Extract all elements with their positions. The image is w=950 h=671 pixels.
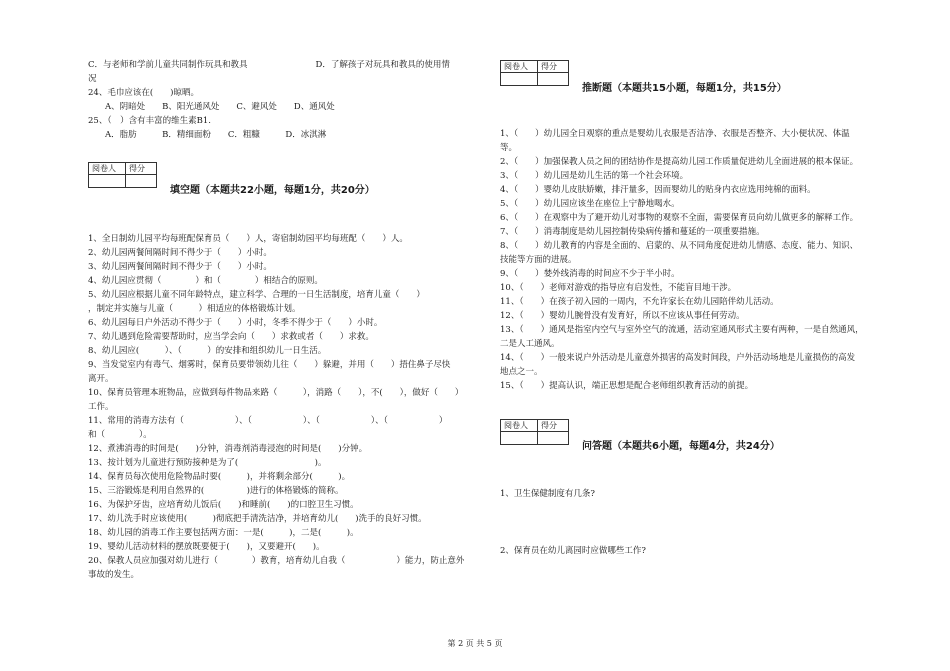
mc-line: 况 bbox=[88, 74, 97, 84]
judge-line: 2、（ ）加强保教人员之间的团结协作是提高幼儿园工作质量促进幼儿全面进展的根本保证。 bbox=[500, 157, 859, 167]
judge-line: 二是人工通风。 bbox=[500, 339, 560, 349]
score-cell bbox=[538, 73, 569, 86]
judge-line: 1、（ ）幼儿园全日观察的重点是婴幼儿衣服是否洁净、衣服是否整齐、大小便状况、体温 bbox=[500, 129, 850, 139]
fill-line: 3、幼儿园两餐间隔时间不得少于（ ）小时。 bbox=[88, 262, 272, 272]
judge-line: 8、（ ）幼儿教育的内容是全面的、启蒙的、从不同角度促进幼儿情感、态度、能力、知识、 bbox=[500, 241, 859, 251]
section-title-judge: 推断题（本题共15小题，每题1分，共15分） bbox=[582, 83, 787, 94]
fill-line: 和（ ）。 bbox=[88, 430, 152, 440]
fill-line: 15、三浴锻炼是利用自然界的( )进行的体格锻炼的简称。 bbox=[88, 486, 344, 496]
reviewer-cell bbox=[501, 432, 538, 445]
fill-line: 离开。 bbox=[88, 374, 114, 384]
score-box bbox=[88, 162, 157, 188]
judge-line: 等。 bbox=[500, 143, 518, 153]
reviewer-label: 阅卷人 bbox=[89, 163, 126, 175]
mc-line: 25、（ ）含有丰富的维生素B1. bbox=[88, 116, 211, 126]
mc-line: A、阴暗处 B、阳光通风处 C、避风处 D、通风处 bbox=[88, 102, 335, 112]
judge-line: 4、（ ）婴幼儿皮肤娇嫩，排汗量多，因而婴幼儿的贴身内衣应选用纯棉的面料。 bbox=[500, 185, 816, 195]
reviewer-cell bbox=[89, 175, 126, 188]
judge-line: 6、（ ）在观察中为了避开幼儿对事物的观察不全面，需要保育员向幼儿做更多的解释工作。 bbox=[500, 213, 859, 223]
fill-line: ，制定并实施与儿童（ ）相适应的体格锻炼计划。 bbox=[88, 304, 301, 314]
score-cell bbox=[538, 432, 569, 445]
qa-question: 2、保育员在幼儿离园时应做哪些工作? bbox=[500, 546, 646, 556]
score-cell bbox=[126, 175, 157, 188]
fill-line: 16、为保护牙齿，应培育幼儿饭后( )和睡前( )的口腔卫生习惯。 bbox=[88, 500, 359, 510]
section-title-fill: 填空题（本题共22小题，每题1分，共20分） bbox=[170, 185, 375, 196]
judge-line: 13、（ ）通风是指室内空气与室外空气的流通，活动室通风形式主要有两种，一是自然通风， bbox=[500, 325, 864, 335]
score-label: 得分 bbox=[538, 420, 569, 432]
fill-line: 1、全日制幼儿园平均每班配保育员（ ）人，寄宿制幼园平均每班配（ ）人。 bbox=[88, 234, 408, 244]
fill-line: 11、常用的消毒方法有（ ）、（ ）、（ ）、（ ） bbox=[88, 416, 448, 426]
mc-line: A．脂肪 B．精细面粉 C．粗糠 D．冰淇淋 bbox=[88, 130, 327, 140]
reviewer-label: 阅卷人 bbox=[501, 61, 538, 73]
fill-line: 19、婴幼儿活动材料的摆放既要便于( )，又要避开( )。 bbox=[88, 542, 325, 552]
reviewer-cell bbox=[501, 73, 538, 86]
fill-line: 5、幼儿园应根据儿童不同年龄特点，建立科学、合理的一日生活制度，培育儿童（ ） bbox=[88, 290, 425, 300]
qa-question: 1、卫生保健制度有几条? bbox=[500, 489, 595, 499]
fill-line: 2、幼儿园两餐间隔时间不得少于（ ）小时。 bbox=[88, 248, 272, 258]
fill-line: 10、保育员管理本班物品，应做到每件物品来路（ ），消路（ ），不( ），做好（ ） bbox=[88, 388, 464, 398]
fill-line: 20、保教人员应加强对幼儿进行（ ）教育，培育幼儿自我（ ）能力，防止意外 bbox=[88, 556, 465, 566]
score-label: 得分 bbox=[538, 61, 569, 73]
judge-line: 9、（ ）婪外线消毒的时间应不少于半小时。 bbox=[500, 269, 680, 279]
fill-line: 6、幼儿园每日户外活动不得少于（ ）小时，冬季不得少于（ ）小时。 bbox=[88, 318, 383, 328]
fill-line: 工作。 bbox=[88, 402, 114, 412]
fill-line: 9、当发觉室内有毒气、烟雾时，保育员要带领幼儿往（ ）躲避，并用（ ）捂住鼻子尽快 bbox=[88, 360, 451, 370]
judge-line: 14、（ ）一般来说户外活动是儿童意外损害的高发时间段，户外活动场地是儿童损伤的高发 bbox=[500, 353, 856, 363]
fill-line: 7、幼儿遇到危险需要帮助时，应当学会向（ ）求救或者（ ）求救。 bbox=[88, 332, 374, 342]
score-box bbox=[500, 419, 569, 445]
judge-line: 5、（ ）幼儿园应该坐在座位上宁静地喝水。 bbox=[500, 199, 680, 209]
section-title-qa: 问答题（本题共6小题，每题4分，共24分） bbox=[582, 441, 780, 452]
judge-line: 3、（ ）幼儿园是幼儿生活的第一个社会环境。 bbox=[500, 171, 689, 181]
fill-line: 18、幼儿园的消毒工作主要包括两方面：一是( )，二是( )。 bbox=[88, 528, 359, 538]
mc-line: C．与老师和学前儿童共同制作玩具和教具 D．了解孩子对玩具和教具的使用情 bbox=[88, 60, 450, 70]
judge-line: 10、（ ）老师对游戏的指导应有启发性，不能盲目地干涉。 bbox=[500, 283, 737, 293]
judge-line: 12、（ ）婴幼儿腕骨没有发育好，所以不应该从事任何劳动。 bbox=[500, 311, 745, 321]
fill-line: 4、幼儿园应贯彻（ ）和（ ）相结合的原则。 bbox=[88, 276, 323, 286]
judge-line: 7、（ ）消毒制度是幼儿园控制传染病传播和蔓延的一项重要措施。 bbox=[500, 227, 765, 237]
fill-line: 12、煮沸消毒的时间是( )分钟，消毒剂消毒浸泡的时间是( )分钟。 bbox=[88, 444, 368, 454]
fill-line: 事故的发生。 bbox=[88, 570, 140, 580]
judge-line: 技能等方面的进展。 bbox=[500, 255, 577, 265]
judge-line: 15、（ ）提高认识，端正思想是配合老师组织教育活动的前提。 bbox=[500, 381, 754, 391]
score-box bbox=[500, 60, 569, 86]
fill-line: 17、幼儿洗手时应该使用( )彻底把手清洗洁净，并培育幼儿( )洗手的良好习惯。 bbox=[88, 514, 427, 524]
score-label: 得分 bbox=[126, 163, 157, 175]
fill-line: 14、保育员每次使用危险物品时要( )，并将剩余部分( )。 bbox=[88, 472, 351, 482]
judge-line: 地点之一。 bbox=[500, 367, 543, 377]
reviewer-label: 阅卷人 bbox=[501, 420, 538, 432]
mc-line: 24、毛巾应该在( )晾晒。 bbox=[88, 88, 199, 98]
page-number: 第 2 页 共 5 页 bbox=[447, 639, 503, 648]
fill-line: 13、按计划为儿童进行预防接种是为了( )。 bbox=[88, 458, 327, 468]
judge-line: 11、（ ）在孩子初入园的一周内，不允许家长在幼儿园陪伴幼儿活动。 bbox=[500, 297, 779, 307]
fill-line: 8、幼儿园应( ）、（ ）的安排和组织幼儿一日生活。 bbox=[88, 346, 327, 356]
